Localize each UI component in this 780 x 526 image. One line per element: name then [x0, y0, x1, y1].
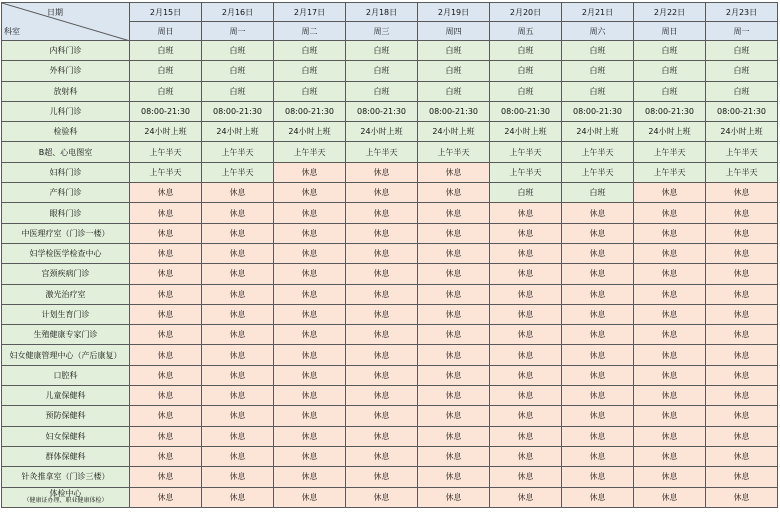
shift-cell: 休息 — [562, 264, 634, 284]
schedule-row — [2, 386, 778, 406]
dept-name-cell: 妇学检医学检查中心 — [2, 243, 130, 263]
dept-name-cell: B超、心电图室 — [2, 142, 130, 162]
shift-cell: 休息 — [418, 243, 490, 263]
shift-cell: 休息 — [634, 426, 706, 446]
corner-header-cell — [2, 3, 130, 41]
shift-cell: 白班 — [274, 41, 346, 61]
shift-cell: 白班 — [634, 41, 706, 61]
shift-cell: 休息 — [274, 325, 346, 345]
shift-cell: 休息 — [346, 426, 418, 446]
weekday-cell: 周二 — [274, 22, 346, 41]
shift-cell: 白班 — [634, 61, 706, 81]
dept-name-cell: 计划生育门诊 — [2, 304, 130, 324]
dept-name-cell: 生殖健康专家门诊 — [2, 325, 130, 345]
shift-cell: 休息 — [202, 325, 274, 345]
shift-cell: 上午半天 — [706, 142, 778, 162]
date-cell: 2月18日 — [346, 3, 418, 22]
schedule-row — [2, 142, 778, 162]
shift-cell: 白班 — [562, 183, 634, 203]
schedule-row — [2, 446, 778, 466]
shift-cell: 上午半天 — [562, 162, 634, 182]
shift-cell: 休息 — [490, 304, 562, 324]
shift-cell: 休息 — [706, 406, 778, 426]
weekday-cell: 周五 — [490, 22, 562, 41]
date-cell: 2月19日 — [418, 3, 490, 22]
shift-cell: 休息 — [274, 162, 346, 182]
shift-cell: 休息 — [562, 325, 634, 345]
shift-cell: 休息 — [418, 446, 490, 466]
shift-cell: 休息 — [706, 325, 778, 345]
shift-cell: 休息 — [202, 467, 274, 487]
shift-cell: 休息 — [274, 183, 346, 203]
schedule-row — [2, 101, 778, 121]
shift-cell: 白班 — [706, 41, 778, 61]
shift-cell: 休息 — [706, 203, 778, 223]
shift-cell: 休息 — [706, 446, 778, 466]
shift-cell: 休息 — [274, 243, 346, 263]
date-cell: 2月20日 — [490, 3, 562, 22]
shift-cell: 08:00-21:30 — [274, 101, 346, 121]
shift-cell: 休息 — [418, 304, 490, 324]
shift-cell: 休息 — [418, 264, 490, 284]
shift-cell: 休息 — [202, 426, 274, 446]
shift-cell: 白班 — [490, 41, 562, 61]
shift-cell: 休息 — [202, 386, 274, 406]
shift-cell: 休息 — [346, 284, 418, 304]
weekday-cell: 周日 — [130, 22, 202, 41]
shift-cell: 白班 — [346, 41, 418, 61]
shift-cell: 休息 — [418, 162, 490, 182]
schedule-row — [2, 162, 778, 182]
shift-cell: 休息 — [634, 203, 706, 223]
shift-cell: 休息 — [634, 304, 706, 324]
shift-cell: 休息 — [634, 325, 706, 345]
shift-cell: 白班 — [202, 61, 274, 81]
shift-cell: 休息 — [418, 284, 490, 304]
shift-cell: 休息 — [346, 345, 418, 365]
shift-cell: 休息 — [130, 365, 202, 385]
shift-cell: 休息 — [130, 325, 202, 345]
dept-name-cell: 宫颈疾病门诊 — [2, 264, 130, 284]
shift-cell: 休息 — [346, 406, 418, 426]
shift-cell: 08:00-21:30 — [490, 101, 562, 121]
shift-cell: 休息 — [346, 467, 418, 487]
shift-cell: 休息 — [130, 446, 202, 466]
weekday-cell: 周一 — [706, 22, 778, 41]
shift-cell: 休息 — [562, 304, 634, 324]
shift-cell: 休息 — [346, 304, 418, 324]
shift-cell: 休息 — [130, 183, 202, 203]
dept-note: （健康证办理、职业健康体检） — [23, 497, 108, 505]
shift-cell: 上午半天 — [634, 162, 706, 182]
shift-cell: 上午半天 — [490, 162, 562, 182]
shift-cell: 休息 — [490, 223, 562, 243]
shift-cell: 休息 — [130, 467, 202, 487]
shift-cell: 休息 — [706, 264, 778, 284]
shift-cell: 上午半天 — [562, 142, 634, 162]
dept-name-cell: 眼科门诊 — [2, 203, 130, 223]
shift-cell: 白班 — [202, 81, 274, 101]
shift-cell: 休息 — [418, 345, 490, 365]
date-cell: 2月17日 — [274, 3, 346, 22]
date-header-row — [2, 3, 778, 22]
shift-cell: 休息 — [346, 487, 418, 507]
shift-cell: 休息 — [490, 325, 562, 345]
shift-cell: 上午半天 — [490, 142, 562, 162]
dept-name-cell: 激光治疗室 — [2, 284, 130, 304]
shift-cell: 上午半天 — [274, 142, 346, 162]
weekday-cell: 周日 — [634, 22, 706, 41]
shift-cell: 休息 — [130, 203, 202, 223]
dept-name: 体检中心 — [49, 489, 82, 499]
date-cell: 2月23日 — [706, 3, 778, 22]
schedule-row — [2, 365, 778, 385]
shift-cell: 白班 — [130, 41, 202, 61]
shift-cell: 上午半天 — [202, 142, 274, 162]
shift-cell: 休息 — [634, 446, 706, 466]
dept-name-cell: 预防保健科 — [2, 406, 130, 426]
shift-cell: 休息 — [634, 386, 706, 406]
shift-cell: 休息 — [706, 345, 778, 365]
shift-cell: 休息 — [202, 223, 274, 243]
shift-cell: 休息 — [202, 183, 274, 203]
shift-cell: 休息 — [346, 325, 418, 345]
schedule-row — [2, 61, 778, 81]
shift-cell: 休息 — [634, 264, 706, 284]
schedule-table — [1, 2, 778, 508]
shift-cell: 休息 — [562, 446, 634, 466]
shift-cell: 休息 — [274, 406, 346, 426]
shift-cell: 休息 — [562, 243, 634, 263]
shift-cell: 休息 — [274, 365, 346, 385]
shift-cell: 休息 — [202, 304, 274, 324]
shift-cell: 24小时上班 — [202, 122, 274, 142]
schedule-row — [2, 345, 778, 365]
shift-cell: 休息 — [346, 223, 418, 243]
shift-cell: 休息 — [634, 223, 706, 243]
shift-cell: 休息 — [346, 386, 418, 406]
shift-cell: 白班 — [490, 183, 562, 203]
schedule-row — [2, 243, 778, 263]
shift-cell: 休息 — [634, 487, 706, 507]
schedule-row — [2, 223, 778, 243]
dept-name-cell: 妇女保健科 — [2, 426, 130, 446]
shift-cell: 休息 — [562, 365, 634, 385]
schedule-row — [2, 41, 778, 61]
dept-name-cell: 放射科 — [2, 81, 130, 101]
shift-cell: 休息 — [274, 487, 346, 507]
shift-cell: 休息 — [706, 467, 778, 487]
shift-cell: 上午半天 — [346, 142, 418, 162]
shift-cell: 08:00-21:30 — [130, 101, 202, 121]
shift-cell: 休息 — [490, 264, 562, 284]
shift-cell: 休息 — [346, 203, 418, 223]
shift-cell: 休息 — [706, 365, 778, 385]
shift-cell: 休息 — [706, 426, 778, 446]
shift-cell: 休息 — [202, 203, 274, 223]
shift-cell: 休息 — [634, 284, 706, 304]
schedule-row — [2, 304, 778, 324]
shift-cell: 白班 — [274, 61, 346, 81]
shift-cell: 休息 — [202, 284, 274, 304]
shift-cell: 上午半天 — [634, 142, 706, 162]
dept-name-cell: 中医理疗室（门诊一楼） — [2, 223, 130, 243]
shift-cell: 休息 — [274, 467, 346, 487]
shift-cell: 休息 — [274, 203, 346, 223]
shift-cell: 休息 — [562, 487, 634, 507]
shift-cell: 休息 — [418, 386, 490, 406]
schedule-row — [2, 426, 778, 446]
schedule-row — [2, 487, 778, 507]
shift-cell: 24小时上班 — [346, 122, 418, 142]
shift-cell: 休息 — [202, 446, 274, 466]
shift-cell: 休息 — [490, 386, 562, 406]
corner-date-label: 日期 — [47, 8, 63, 17]
weekday-cell: 周三 — [346, 22, 418, 41]
schedule-row — [2, 264, 778, 284]
shift-cell: 休息 — [274, 284, 346, 304]
shift-cell: 休息 — [490, 203, 562, 223]
shift-cell: 白班 — [346, 81, 418, 101]
shift-cell: 休息 — [130, 426, 202, 446]
shift-cell: 休息 — [130, 243, 202, 263]
shift-cell: 休息 — [130, 487, 202, 507]
shift-cell: 白班 — [562, 41, 634, 61]
shift-cell: 休息 — [418, 325, 490, 345]
shift-cell: 白班 — [634, 81, 706, 101]
shift-cell: 休息 — [562, 345, 634, 365]
shift-cell: 24小时上班 — [274, 122, 346, 142]
shift-cell: 休息 — [130, 284, 202, 304]
shift-cell: 24小时上班 — [706, 122, 778, 142]
shift-cell: 上午半天 — [418, 142, 490, 162]
dept-name-cell: 外科门诊 — [2, 61, 130, 81]
date-cell: 2月22日 — [634, 3, 706, 22]
shift-cell: 休息 — [346, 264, 418, 284]
shift-cell: 08:00-21:30 — [634, 101, 706, 121]
shift-cell: 08:00-21:30 — [418, 101, 490, 121]
dept-name-cell: 内科门诊 — [2, 41, 130, 61]
shift-cell: 24小时上班 — [418, 122, 490, 142]
dept-name-cell: 妇科门诊 — [2, 162, 130, 182]
shift-cell: 08:00-21:30 — [346, 101, 418, 121]
shift-cell: 休息 — [274, 386, 346, 406]
dept-name-cell: 检验科 — [2, 122, 130, 142]
shift-cell: 休息 — [274, 446, 346, 466]
shift-cell: 休息 — [634, 406, 706, 426]
shift-cell: 上午半天 — [202, 162, 274, 182]
dept-name-cell: 妇女健康管理中心（产后康复） — [2, 345, 130, 365]
shift-cell: 休息 — [562, 467, 634, 487]
schedule-row — [2, 284, 778, 304]
weekday-cell: 周一 — [202, 22, 274, 41]
shift-cell: 休息 — [202, 345, 274, 365]
shift-cell: 休息 — [634, 365, 706, 385]
shift-cell: 休息 — [346, 243, 418, 263]
shift-cell: 休息 — [418, 406, 490, 426]
shift-cell: 休息 — [490, 243, 562, 263]
shift-cell: 白班 — [562, 81, 634, 101]
shift-cell: 休息 — [346, 365, 418, 385]
schedule-row — [2, 467, 778, 487]
shift-cell: 白班 — [346, 61, 418, 81]
shift-cell: 上午半天 — [130, 162, 202, 182]
schedule-row — [2, 81, 778, 101]
shift-cell: 白班 — [706, 81, 778, 101]
date-cell: 2月16日 — [202, 3, 274, 22]
shift-cell: 休息 — [706, 304, 778, 324]
shift-cell: 白班 — [490, 61, 562, 81]
shift-cell: 休息 — [634, 345, 706, 365]
weekday-cell: 周四 — [418, 22, 490, 41]
dept-name-cell: 产科门诊 — [2, 183, 130, 203]
shift-cell: 休息 — [562, 223, 634, 243]
shift-cell: 白班 — [490, 81, 562, 101]
shift-cell: 休息 — [490, 406, 562, 426]
shift-cell: 白班 — [418, 41, 490, 61]
shift-cell: 白班 — [418, 81, 490, 101]
schedule-row — [2, 203, 778, 223]
shift-cell: 休息 — [274, 426, 346, 446]
shift-cell: 休息 — [490, 467, 562, 487]
shift-cell: 休息 — [634, 467, 706, 487]
schedule-row — [2, 183, 778, 203]
schedule-row — [2, 122, 778, 142]
shift-cell: 休息 — [418, 223, 490, 243]
shift-cell: 休息 — [706, 223, 778, 243]
shift-cell: 休息 — [274, 304, 346, 324]
shift-cell: 白班 — [706, 61, 778, 81]
shift-cell: 24小时上班 — [130, 122, 202, 142]
shift-cell: 休息 — [202, 406, 274, 426]
shift-cell: 休息 — [274, 223, 346, 243]
dept-name-cell: 针灸推拿室（门诊三楼） — [2, 467, 130, 487]
shift-cell: 白班 — [202, 41, 274, 61]
schedule-row — [2, 325, 778, 345]
dept-name-cell: 儿童保健科 — [2, 386, 130, 406]
shift-cell: 休息 — [346, 162, 418, 182]
shift-cell: 休息 — [130, 304, 202, 324]
shift-cell: 休息 — [202, 243, 274, 263]
shift-cell: 08:00-21:30 — [706, 101, 778, 121]
shift-cell: 白班 — [274, 81, 346, 101]
shift-cell: 休息 — [490, 345, 562, 365]
shift-cell: 休息 — [634, 183, 706, 203]
shift-cell: 24小时上班 — [490, 122, 562, 142]
shift-cell: 休息 — [562, 386, 634, 406]
shift-cell: 08:00-21:30 — [562, 101, 634, 121]
shift-cell: 休息 — [274, 345, 346, 365]
shift-cell: 休息 — [130, 386, 202, 406]
weekday-cell: 周六 — [562, 22, 634, 41]
shift-cell: 休息 — [634, 243, 706, 263]
shift-cell: 24小时上班 — [562, 122, 634, 142]
shift-cell: 08:00-21:30 — [202, 101, 274, 121]
shift-cell: 白班 — [562, 61, 634, 81]
shift-cell: 休息 — [490, 446, 562, 466]
corner-dept-label: 科室 — [4, 27, 20, 36]
shift-cell: 上午半天 — [706, 162, 778, 182]
shift-cell: 休息 — [130, 345, 202, 365]
shift-cell: 休息 — [346, 446, 418, 466]
shift-cell: 休息 — [130, 264, 202, 284]
shift-cell: 休息 — [130, 223, 202, 243]
shift-cell: 休息 — [490, 284, 562, 304]
shift-cell: 休息 — [274, 264, 346, 284]
dept-name-cell: 群体保健科 — [2, 446, 130, 466]
shift-cell: 休息 — [706, 284, 778, 304]
shift-cell: 休息 — [706, 243, 778, 263]
shift-cell: 休息 — [706, 183, 778, 203]
shift-cell: 上午半天 — [130, 142, 202, 162]
shift-cell: 休息 — [562, 203, 634, 223]
shift-cell: 休息 — [490, 365, 562, 385]
shift-cell: 休息 — [130, 406, 202, 426]
shift-cell: 休息 — [706, 386, 778, 406]
shift-cell: 休息 — [418, 467, 490, 487]
shift-cell: 休息 — [562, 406, 634, 426]
shift-cell: 休息 — [346, 183, 418, 203]
shift-cell: 休息 — [418, 426, 490, 446]
shift-cell: 休息 — [202, 365, 274, 385]
shift-cell: 24小时上班 — [634, 122, 706, 142]
shift-cell: 休息 — [418, 487, 490, 507]
shift-cell: 休息 — [490, 487, 562, 507]
date-cell: 2月15日 — [130, 3, 202, 22]
shift-cell: 休息 — [418, 365, 490, 385]
dept-name-cell — [2, 487, 130, 507]
shift-cell: 休息 — [562, 284, 634, 304]
shift-cell: 休息 — [706, 487, 778, 507]
dept-name-cell: 儿科门诊 — [2, 101, 130, 121]
shift-cell: 休息 — [202, 264, 274, 284]
schedule-row — [2, 406, 778, 426]
date-cell: 2月21日 — [562, 3, 634, 22]
shift-cell: 休息 — [418, 183, 490, 203]
dept-name-cell: 口腔科 — [2, 365, 130, 385]
shift-cell: 休息 — [202, 487, 274, 507]
shift-cell: 白班 — [418, 61, 490, 81]
corner-diagonal-line — [2, 3, 130, 41]
shift-cell: 休息 — [418, 203, 490, 223]
shift-cell: 白班 — [130, 81, 202, 101]
shift-cell: 休息 — [562, 426, 634, 446]
shift-cell: 白班 — [130, 61, 202, 81]
shift-cell: 休息 — [490, 426, 562, 446]
